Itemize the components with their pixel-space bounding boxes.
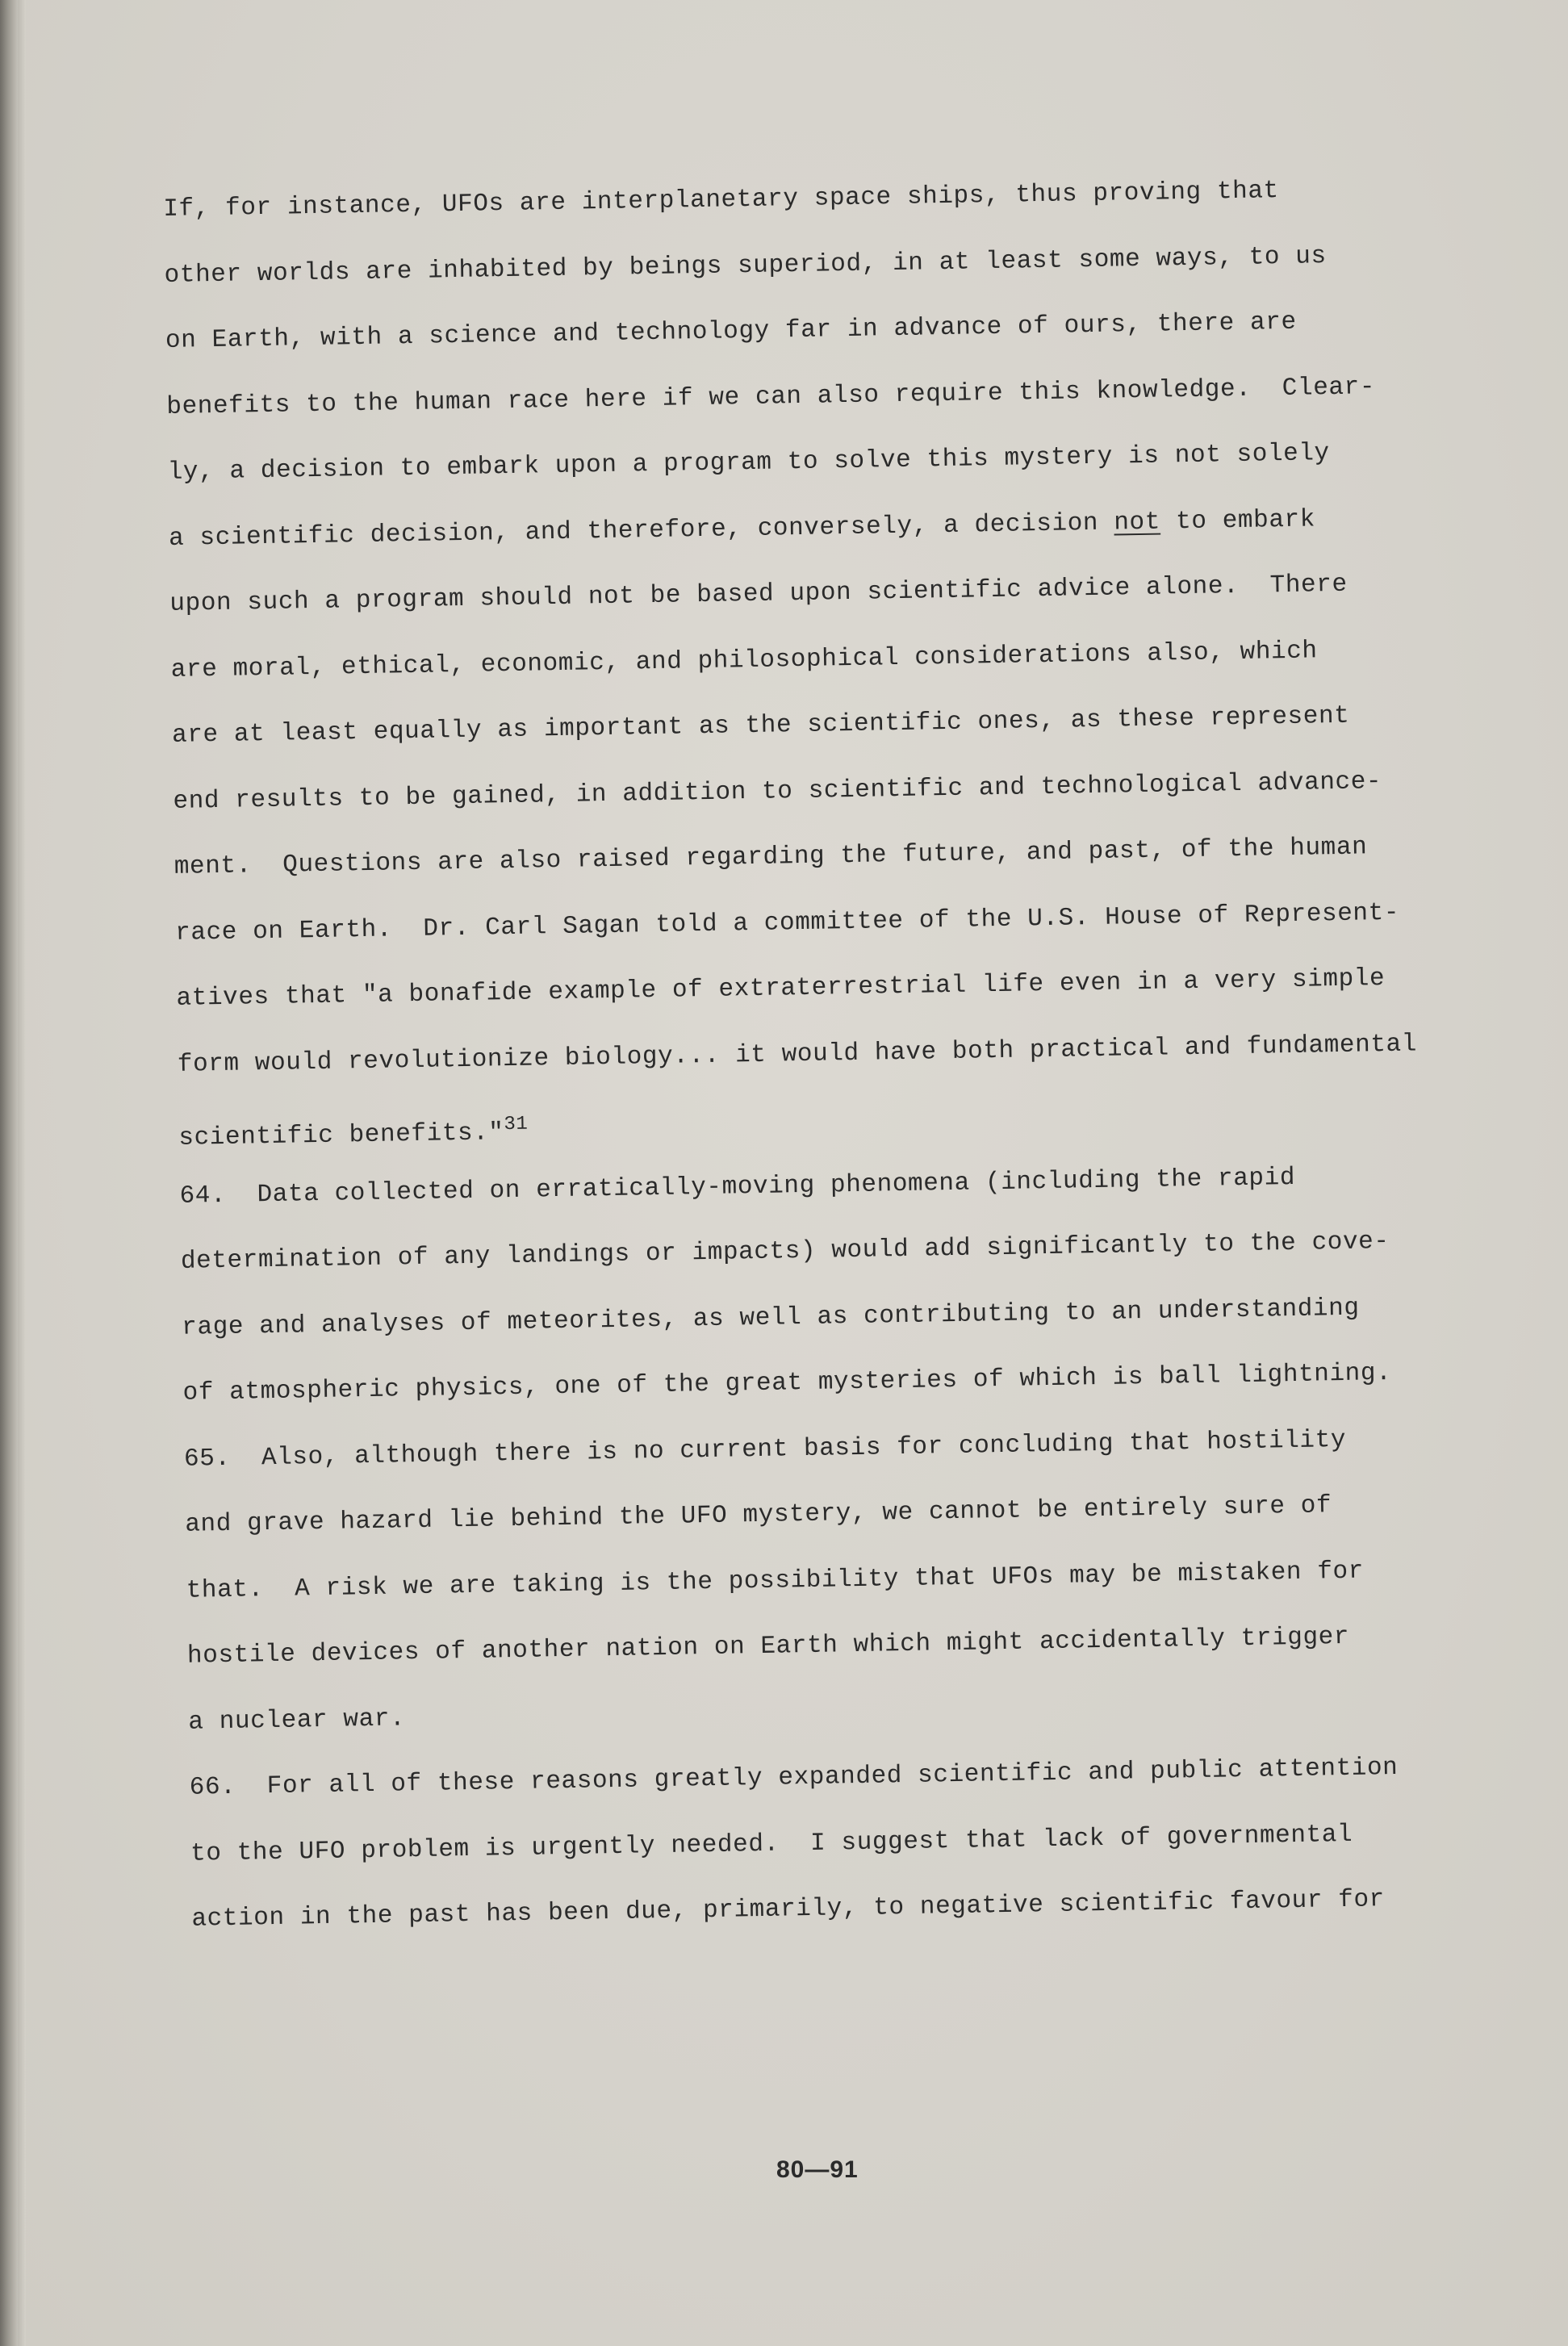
text-line: a nuclear war. xyxy=(188,1704,406,1737)
text-line: If, for instance, UFOs are interplanetary space ships, thus proving that xyxy=(163,177,1280,224)
text-line: to the UFO problem is urgently needed. I suggest that lack of governmental xyxy=(190,1820,1353,1868)
text-line: and grave hazard lie behind the UFO mystery, we cannot be entirely sure of xyxy=(185,1491,1332,1539)
text-line: race on Earth. Dr. Carl Sagan told a committee of the U.S. House of Represent- xyxy=(174,898,1400,947)
page-number: 80—91 xyxy=(776,2156,859,2183)
footnote-reference: 31 xyxy=(504,1113,529,1136)
text-segment: a scientific decision, and therefore, conversely, a decision xyxy=(168,508,1114,553)
text-line: determination of any landings or impacts) would add significantly to the cove- xyxy=(180,1227,1390,1276)
underlined-word: not xyxy=(1114,508,1161,537)
text-line: on Earth, with a science and technology far in advance of ours, there are xyxy=(165,307,1297,355)
text-line: atives that "a bonafide example of extraterrestrial life even in a very simple xyxy=(176,964,1386,1013)
text-line: rage and analyses of meteorites, as well as contributing to an understanding xyxy=(182,1294,1360,1342)
text-line: benefits to the human race here if we can also require this knowledge. Clear- xyxy=(166,372,1376,421)
typewritten-text-block xyxy=(163,172,1524,1970)
text-line: other worlds are inhabited by beings superiod, in at least some ways, to us xyxy=(164,241,1328,290)
text-line: are moral, ethical, economic, and philosophical considerations also, which xyxy=(170,636,1318,684)
text-line: ment. Questions are also raised regarding the future, and past, of the human xyxy=(174,833,1368,881)
page-binding-edge xyxy=(0,0,18,2346)
page-binding-shadow xyxy=(18,0,26,2346)
text-line: 65. Also, although there is no current basis for concluding that hostility xyxy=(183,1425,1347,1474)
text-line: action in the past has been due, primarily, to negative scientific favour for xyxy=(191,1885,1386,1934)
text-line: end results to be gained, in addition to scientific and technological advance- xyxy=(173,767,1382,816)
text-line: hostile devices of another nation on Earth which might accidentally trigger xyxy=(186,1622,1350,1671)
text-segment: to embark xyxy=(1160,504,1316,537)
text-line: form would revolutionize biology... it would have both practical and fundamental xyxy=(177,1029,1418,1079)
text-line: ly, a decision to embark upon a program to solve this mystery is not solely xyxy=(167,439,1331,487)
document-page xyxy=(26,0,1568,2346)
text-line: 66. For all of these reasons greatly expanded scientific and public attention xyxy=(189,1753,1399,1802)
text-line: that. A risk we are taking is the possibility that UFOs may be mistaken for xyxy=(186,1557,1365,1605)
text-line: 64. Data collected on erratically-moving phenomena (including the rapid xyxy=(179,1163,1296,1211)
text-line: upon such a program should not be based upon scientific advice alone. There xyxy=(169,570,1348,618)
text-segment: scientific benefits." xyxy=(178,1119,504,1152)
text-line: are at least equally as important as the scientific ones, as these represent xyxy=(171,701,1350,750)
text-line: of atmospheric physics, one of the great mysteries of which is ball lightning. xyxy=(182,1358,1392,1407)
